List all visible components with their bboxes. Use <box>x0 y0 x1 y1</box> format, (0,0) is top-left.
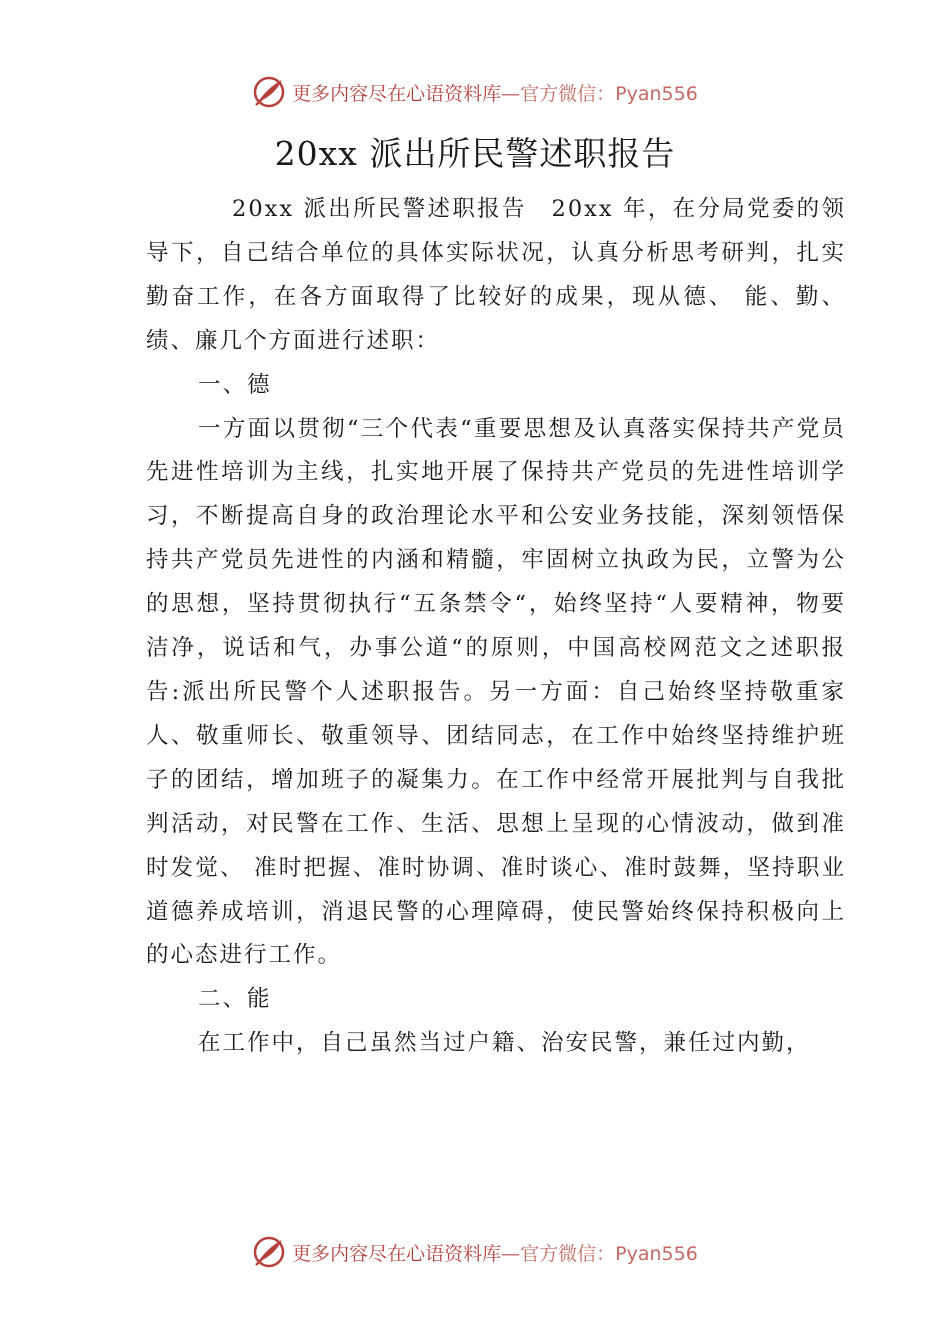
watermark-banner-top <box>0 72 950 112</box>
watermark-wechat: —官方微信：Pyan556 <box>501 82 698 105</box>
section-heading-de: 一、德 <box>198 371 272 398</box>
intro-paragraph: 20xx 派出所民警述职报告 20xx 年，在分局党委的领导下，自己结合单位的具体实际状况，认真分析思考研判，扎实勤奋工作，在各方面取得了比较好的成果，现从德、 能、勤、绩、廉几个方面进行述职： <box>146 196 846 354</box>
section-neng-paragraph: 在工作中，自己虽然当过户籍、治安民警，兼任过内勤， <box>198 1030 811 1057</box>
watermark-text: 更多内容尽在心语资料库 <box>292 1242 502 1265</box>
section-heading-neng: 二、能 <box>198 986 272 1013</box>
section-de-paragraph: 一方面以贯彻“三个代表“重要思想及认真落实保持共产党员先进性培训为主线，扎实地开展了保持共产党员的先进性培训学习，不断提高自身的政治理论水平和公安业务技能，深刻领悟保持共产党员先进性的内涵和精髓，牢固树立执政为民，立警为公的思想，坚持贯彻执行“五条禁令“，始终坚持“人要精神，物要洁净，说话和气，办事公道“的原则，中国高校网范文之述职报告:派出所民警个人述职报告。另一方面：自己始终坚持敬重家人、敬重师长、敬重领导、团结同志，在工作中始终坚持维护班子的团结，增加班子的凝集力。在工作中经常开展批判与自我批判活动，对民警在工作、生活、思想上呈现的心情波动，做到准时发觉、 准时把握、准时协调、准时谈心、准时鼓舞，坚持职业道德养成培训，消退民警的心理障碍，使民警始终保持积极向上的心态进行工作。 <box>146 415 846 969</box>
document-title: 20xx 派出所民警述职报告 <box>274 134 676 173</box>
watermark-wechat: —官方微信：Pyan556 <box>501 1242 698 1265</box>
watermark-text: 更多内容尽在心语资料库 <box>292 82 502 105</box>
watermark-banner-bottom <box>0 1232 950 1272</box>
quill-logo-icon <box>252 75 286 109</box>
document-body <box>146 188 846 1066</box>
quill-logo-icon <box>252 1235 286 1269</box>
